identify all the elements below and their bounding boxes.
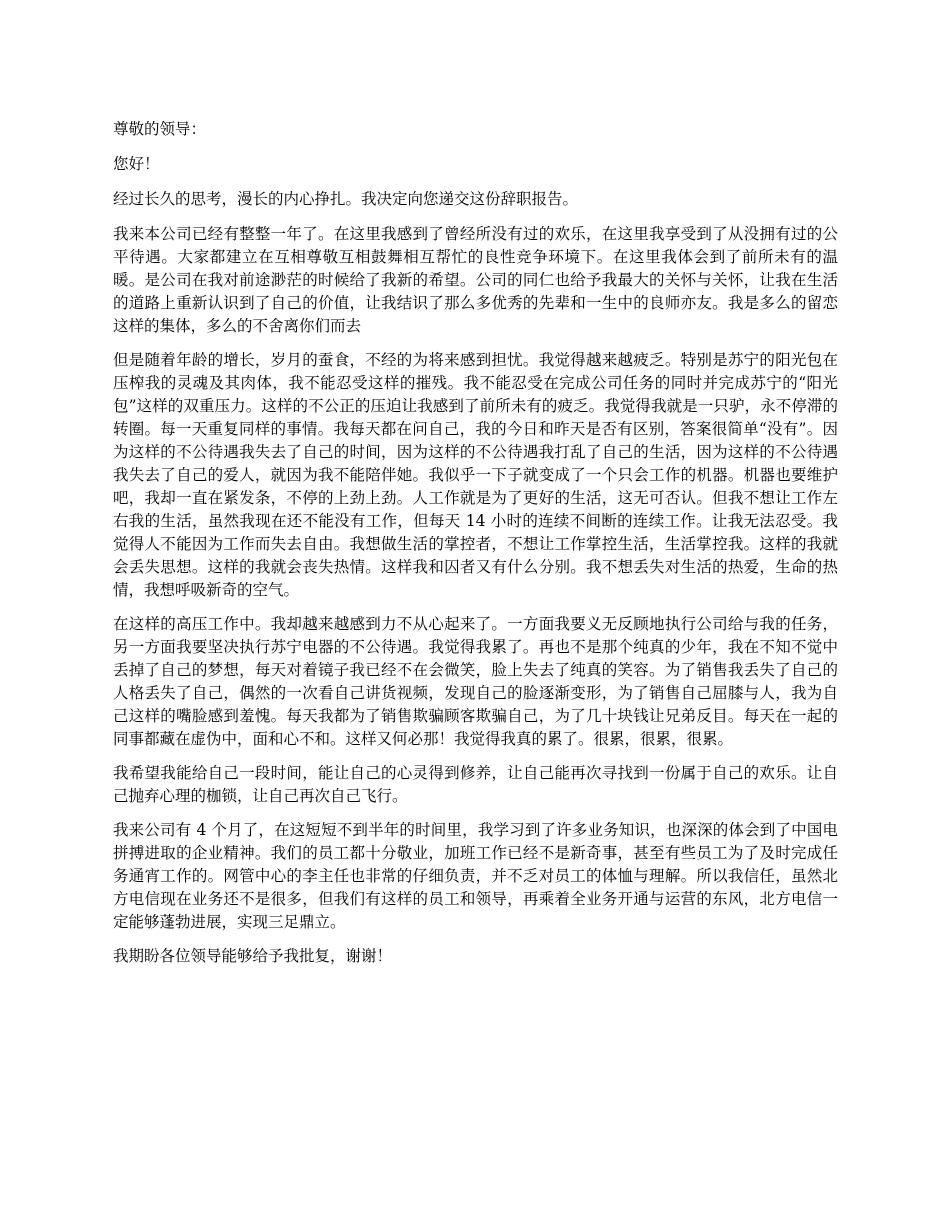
paragraph-fatigue: 但是随着年龄的增长，岁月的蚕食，不经的为将来感到担忧。我觉得越来越疲乏。特别是苏宁的阳光包在压榨我的灵魂及其肉体，我不能忍受这样的摧残。我不能忍受在完成公司任务的同时并完成苏宁的“阳光包”这样的双重压力。这样的不公正的压迫让我感到了前所未有的疲乏。我觉得我就是一只驴，永不停滞的转圈。每一天重复同样的事情。我每天都在问自己，我的今日和昨天是否有区别，答案很简单“没有”。因为这样的不公待遇我失去了自己的时间，因为这样的不公待遇我打乱了自己的生活，因为这样的不公待遇我失去了自己的爱人，就因为我不能陪伴她。我似乎一下子就变成了一个只会工作的机器。机器也要维护吧，我却一直在紧发条，不停的上劲上劲。人工作就是为了更好的生活，这无可否认。但我不想让工作左右我的生活，虽然我现在还不能没有工作，但每天 14 小时的连续不间断的连续工作。让我无法忍受。我觉得人不能因为工作而失去自由。我想做生活的掌控者，不想让工作掌控生活，生活掌控我。这样的我就会丢失思想。这样的我就会丧失热情。这样我和囚者又有什么分别。我不想丢失对生活的热爱，生命的热情，我想呼吸新奇的空气。 — [113, 351, 838, 599]
document-page — [113, 118, 838, 979]
greeting: 您好！ — [113, 155, 160, 173]
paragraph-intro: 经过长久的思考，漫长的内心挣扎。我决定向您递交这份辞职报告。 — [113, 190, 579, 208]
paragraph-company: 我来公司有 4 个月了，在这短短不到半年的时间里，我学习到了许多业务知识，也深深的体会到了中国电拼搏进取的企业精神。我们的员工都十分敬业，加班工作已经不是新奇事，甚至有些员工为了及时完成任务通宵工作的。网管中心的李主任也非常的仔细负责，并不乏对员工的体恤与理解。所以我信任，虽然北方电信现在业务还不是很多，但我们有这样的员工和领导，再乘着全业务开通与运营的东风，北方电信一定能够蓬勃进展，实现三足鼎立。 — [113, 821, 838, 931]
paragraph-gratitude: 我来本公司已经有整整一年了。在这里我感到了曾经所没有过的欢乐，在这里我享受到了从没拥有过的公平待遇。大家都建立在互相尊敬互相鼓舞相互帮忙的良性竞争环境下。在这里我体会到了前所未有的温暖。是公司在我对前途渺茫的时候给了我新的希望。公司的同仁也给予我最大的关怀与关怀，让我在生活的道路上重新认识到了自己的价值，让我结识了那么多优秀的先辈和一生中的良师亦友。我是多么的留恋这样的集体，多么的不舍离你们而去 — [113, 225, 838, 335]
paragraph-wish: 我希望我能给自己一段时间，能让自己的心灵得到修养，让自己能再次寻找到一份属于自己的欢乐。让自己抛弃心理的枷锁，让自己再次自己飞行。 — [113, 764, 838, 805]
salutation: 尊敬的领导： — [113, 120, 207, 138]
paragraph-closing: 我期盼各位领导能够给予我批复，谢谢！ — [113, 947, 393, 965]
paragraph-pressure: 在这样的高压工作中。我却越来越感到力不从心起来了。一方面我要义无反顾地执行公司给与我的任务，另一方面我要坚决执行苏宁电器的不公待遇。我觉得我累了。再也不是那个纯真的少年，我在不知不觉中丢掉了自己的梦想，每天对着镜子我已经不在会微笑，脸上失去了纯真的笑容。为了销售我丢失了自己的人格丢失了自己，偶然的一次看自己讲货视频，发现自己的脸逐渐变形，为了销售自己屈膝与人，我为自己这样的嘴脸感到羞愧。每天我都为了销售欺骗顾客欺骗自己，为了几十块钱让兄弟反目。每天在一起的同事都藏在虚伪中，面和心不和。这样又何必那！我觉得我真的累了。很累，很累，很累。 — [113, 615, 838, 748]
